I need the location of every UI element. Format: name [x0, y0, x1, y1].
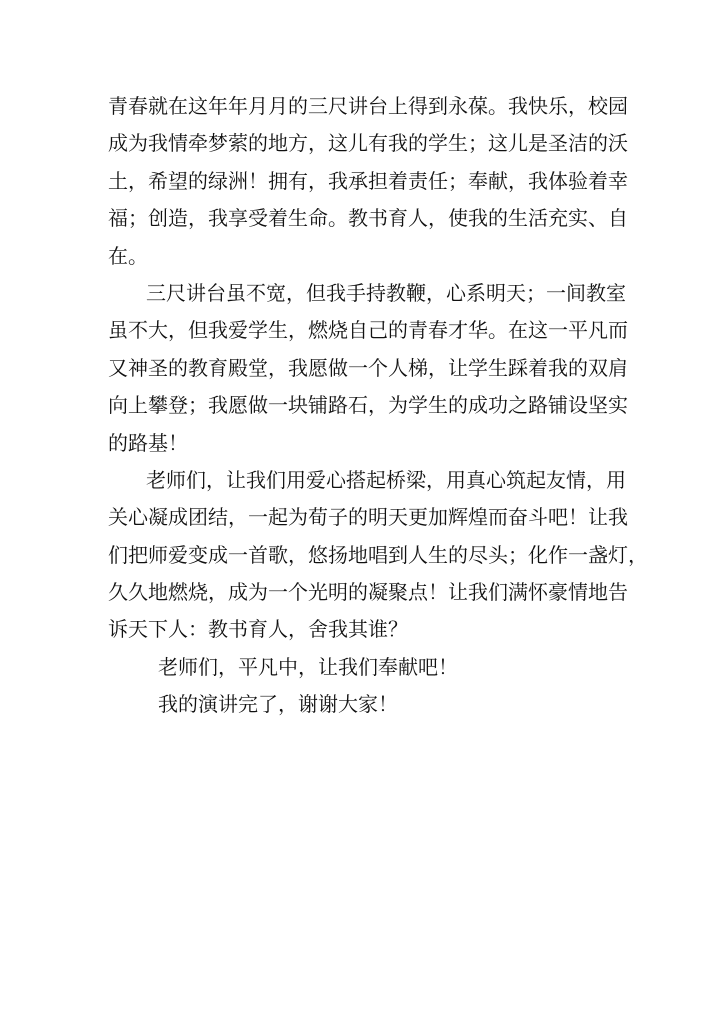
paragraph-3 — [108, 462, 648, 649]
paragraph-line: 土，希望的绿洲！拥有，我承担着责任；奉献，我体验着幸 — [108, 168, 628, 193]
paragraph-line: 久久地燃烧，成为一个光明的凝聚点！让我们满怀豪情地告 — [108, 580, 628, 605]
paragraph-line: 虽不大，但我爱学生，燃烧自己的青春才华。在这一平凡而 — [108, 318, 628, 343]
paragraph-line: 在。 — [108, 243, 148, 268]
closing-line-2: 我的演讲完了，谢谢大家！ — [158, 692, 398, 717]
paragraph-2 — [108, 275, 628, 462]
paragraph-line: 三尺讲台虽不宽，但我手持教鞭，心系明天；一间教室 — [146, 280, 626, 305]
paragraph-line: 向上攀登；我愿做一块铺路石，为学生的成功之路铺设坚实 — [108, 393, 628, 418]
speech-body — [108, 88, 648, 724]
paragraph-line: 的路基！ — [108, 430, 188, 455]
paragraph-line: 成为我情牵梦萦的地方，这儿有我的学生；这儿是圣洁的沃 — [108, 131, 628, 156]
paragraph-line: 福；创造，我享受着生命。教书育人，使我的生活充实、自 — [108, 206, 628, 231]
paragraph-line: 又神圣的教育殿堂，我愿做一个人梯，让学生踩着我的双肩 — [108, 355, 628, 380]
paragraph-line: 关心凝成团结，一起为荀子的明天更加辉煌而奋斗吧！让我 — [108, 505, 628, 530]
paragraph-line: 们把师爱变成一首歌，悠扬地唱到人生的尽头；化作一盏灯， — [108, 542, 648, 567]
closing-line-1: 老师们，平凡中，让我们奉献吧！ — [158, 654, 458, 679]
paragraph-line: 青春就在这年年月月的三尺讲台上得到永葆。我快乐，校园 — [108, 94, 628, 118]
paragraph-1 — [108, 88, 628, 275]
paragraph-line: 诉天下人：教书育人，舍我其谁？ — [108, 617, 408, 642]
paragraph-line: 老师们，让我们用爱心搭起桥梁，用真心筑起友情，用 — [146, 467, 626, 492]
